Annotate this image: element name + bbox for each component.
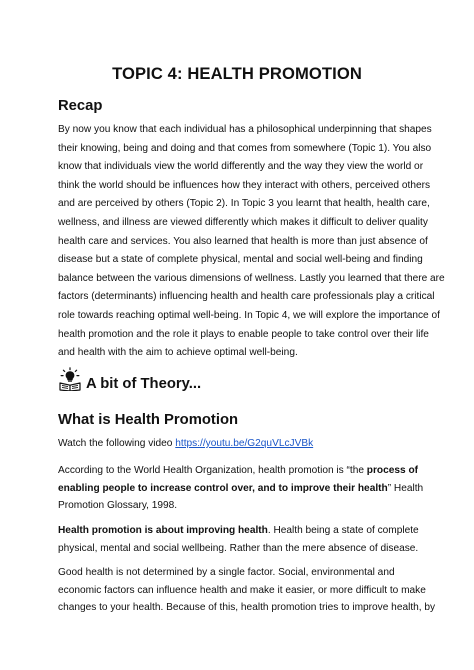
improving-line-bold: Health promotion is about improving health xyxy=(58,525,268,536)
good-health-line: Good health is not determined by a single factor. Social, environmental and xyxy=(58,567,395,578)
recap-line: think the world should be influences how they interact with others, perceived others xyxy=(58,179,431,191)
what-is-heading: What is Health Promotion xyxy=(58,412,239,428)
video-text: Watch the following video xyxy=(58,438,176,449)
who-line: Promotion Glossary, 1998. xyxy=(58,500,178,512)
video-paragraph xyxy=(58,435,420,454)
page-title: TOPIC 4: HEALTH PROMOTION xyxy=(112,64,362,83)
who-line-bold: enabling people to increase control over, and to improve their health xyxy=(58,482,388,494)
video-line xyxy=(58,435,420,454)
who-line-bold: process of xyxy=(366,465,419,476)
lightbulb-book-icon xyxy=(58,367,82,391)
recap-line: role towards reaching optimal well-being. In Topic 4, we will explore the importance of xyxy=(58,309,440,321)
recap-line: By now you know that each individual has a philosophical underpinning that shapes xyxy=(58,124,432,135)
improving-line-text: . Health being a state of complete xyxy=(267,525,419,536)
who-line-text: ” Health xyxy=(387,482,424,494)
improving-line xyxy=(58,522,420,540)
good-health-line: economic factors can influence health and make it easier, or more difficult to make xyxy=(58,584,426,596)
recap-line: disease but a state of complete physical, mental and social well-being and finding xyxy=(58,254,423,266)
recap-line: and health with the aim to achieve optimal well-being. xyxy=(58,347,298,359)
improving-line: physical, mental and social wellbeing. Rather than the mere absence of disease. xyxy=(58,542,419,554)
recap-line: health promotion and the role it plays to enable people to take control over their life xyxy=(58,328,429,340)
who-definition-paragraph xyxy=(58,462,424,515)
theory-heading: A bit of Theory... xyxy=(86,376,202,392)
video-link[interactable]: https://youtu.be/G2quVLcJVBk xyxy=(175,438,314,449)
recap-line: know that individuals view the world differently and the way they view the world or xyxy=(58,161,424,173)
who-line-text: According to the World Health Organization, health promotion is “the xyxy=(58,465,367,476)
good-health-line: changes to your health. Because of this, health promotion tries to improve health, by xyxy=(58,602,436,614)
recap-paragraph xyxy=(58,121,445,363)
recap-heading: Recap xyxy=(58,98,103,114)
recap-line: their knowing, being and doing and that comes from somewhere (Topic 1). You also xyxy=(58,142,432,154)
recap-line: factors (determinants) influencing health and health care professionals play a critical xyxy=(58,291,435,303)
recap-line: balance between the various dimensions of wellness. Lastly you learned that there are xyxy=(58,272,445,284)
recap-line: and are perceived by others (Topic 2). In Topic 3 you learnt that health, health care, xyxy=(58,198,430,210)
who-line xyxy=(58,462,420,480)
who-line xyxy=(58,480,424,498)
recap-line: wellness, and illness are viewed differently which makes it difficult to deliver quality xyxy=(58,216,428,228)
recap-line: health care and services. You also learned that health is more than just absence of xyxy=(58,235,428,247)
good-health-paragraph xyxy=(58,564,436,617)
improving-health-paragraph xyxy=(58,522,420,557)
